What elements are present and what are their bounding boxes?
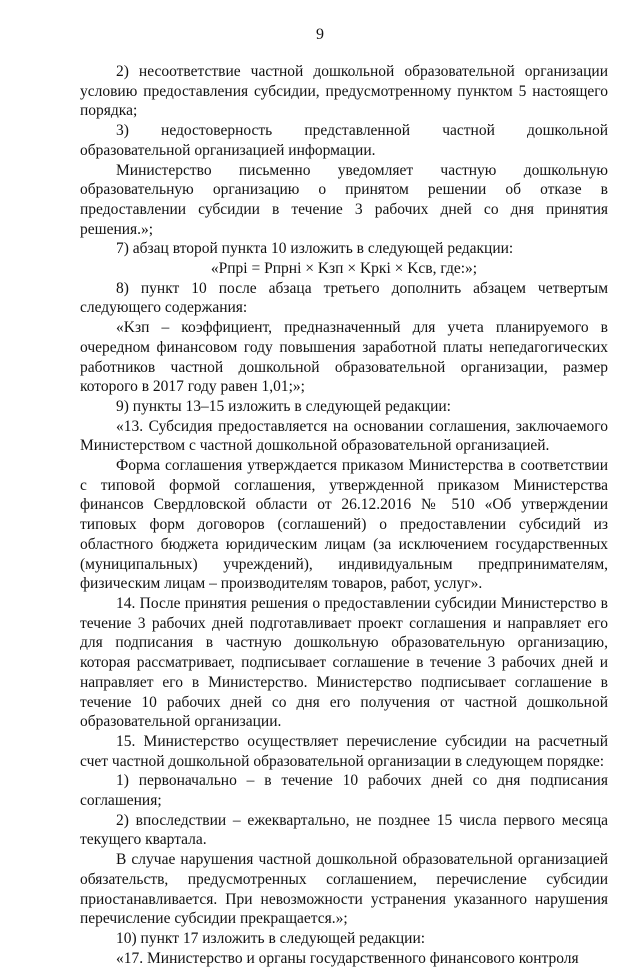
paragraph: 3) недостоверность представленной частной дошкольной образовательной организацией информации. <box>80 122 608 159</box>
paragraph: Форма соглашения утверждается приказом Министерства в соответствии с типовой формой соглашения, утвержденной приказом Министерства финансов Свердловской области от 26.12.2016 № 510 «Об утверждении типовых форм договоров (соглашений) о предоставлении субсидий из областного бюджета юридическим лицам (за исключением государственных (муниципальных) учреждений), индивидуальным предпринимателям, физическим лицам – производителям товаров, работ, услуг». <box>80 457 608 593</box>
paragraph: В случае нарушения частной дошкольной образовательной организацией обязательств, предусмотренных соглашением, перечисление субсидии приостанавливается. При невозможности устранения указанного нарушения перечисление субсидии прекращается.»; <box>80 851 608 928</box>
paragraph: 2) несоответствие частной дошкольной образовательной организации условию предоставления субсидии, предусмотренному пунктом 5 настоящего порядка; <box>80 63 608 120</box>
document-body <box>80 62 608 968</box>
paragraph: 7) абзац второй пункта 10 изложить в следующей редакции: <box>116 240 514 258</box>
paragraph: 2) впоследствии – ежеквартально, не позднее 15 числа первого месяца текущего квартала. <box>80 811 608 849</box>
paragraph: 9) пункты 13–15 изложить в следующей редакции: <box>116 397 451 415</box>
paragraph: 15. Министерство осуществляет перечисление субсидии на расчетный счет частной дошкольной образовательной организации в следующем порядке: <box>80 732 608 770</box>
paragraph: 1) первоначально – в течение 10 рабочих дней со дня подписания соглашения; <box>80 772 608 810</box>
paragraph: «Kзп – коэффициент, предназначенный для учета планируемого в очередном финансовом году повышения заработной платы непедагогических работников частной дошкольной образовательной организации, размер которого в 2017 году равен 1,01;»; <box>80 319 608 396</box>
paragraph: 14. После принятия решения о предоставлении субсидии Министерство в течение 3 рабочих дней подготавливает проект соглашения и направляет его для подписания в частную дошкольную образовательную организацию, которая рассматривает, подписывает соглашение в течение 3 рабочих дней и направляет его в Министерство. Министерство подписывает соглашение в течение 10 рабочих дней со дня его получения от частной дошкольной образовательной организации. <box>80 594 608 731</box>
paragraph: «13. Субсидия предоставляется на основании соглашения, заключаемого Министерством с частной дошкольной образовательной организацией. <box>80 417 608 455</box>
paragraph: «17. Министерство и органы государственного финансового контроля <box>116 949 579 967</box>
paragraph: 10) пункт 17 изложить в следующей редакции: <box>116 929 426 947</box>
formula: «Pпрi = Pпрнi × Kзп × Kркi × Kсв, где:»; <box>210 260 478 278</box>
paragraph: 8) пункт 10 после абзаца третьего дополнить абзацем четвертым следующего содержания: <box>80 279 608 317</box>
paragraph: Министерство письменно уведомляет частную дошкольную образовательную организацию о принятом решении об отказе в предоставлении субсидии в течение 3 рабочих дней со дня принятия решения.»; <box>80 161 608 238</box>
page-number: 9 <box>316 26 324 43</box>
